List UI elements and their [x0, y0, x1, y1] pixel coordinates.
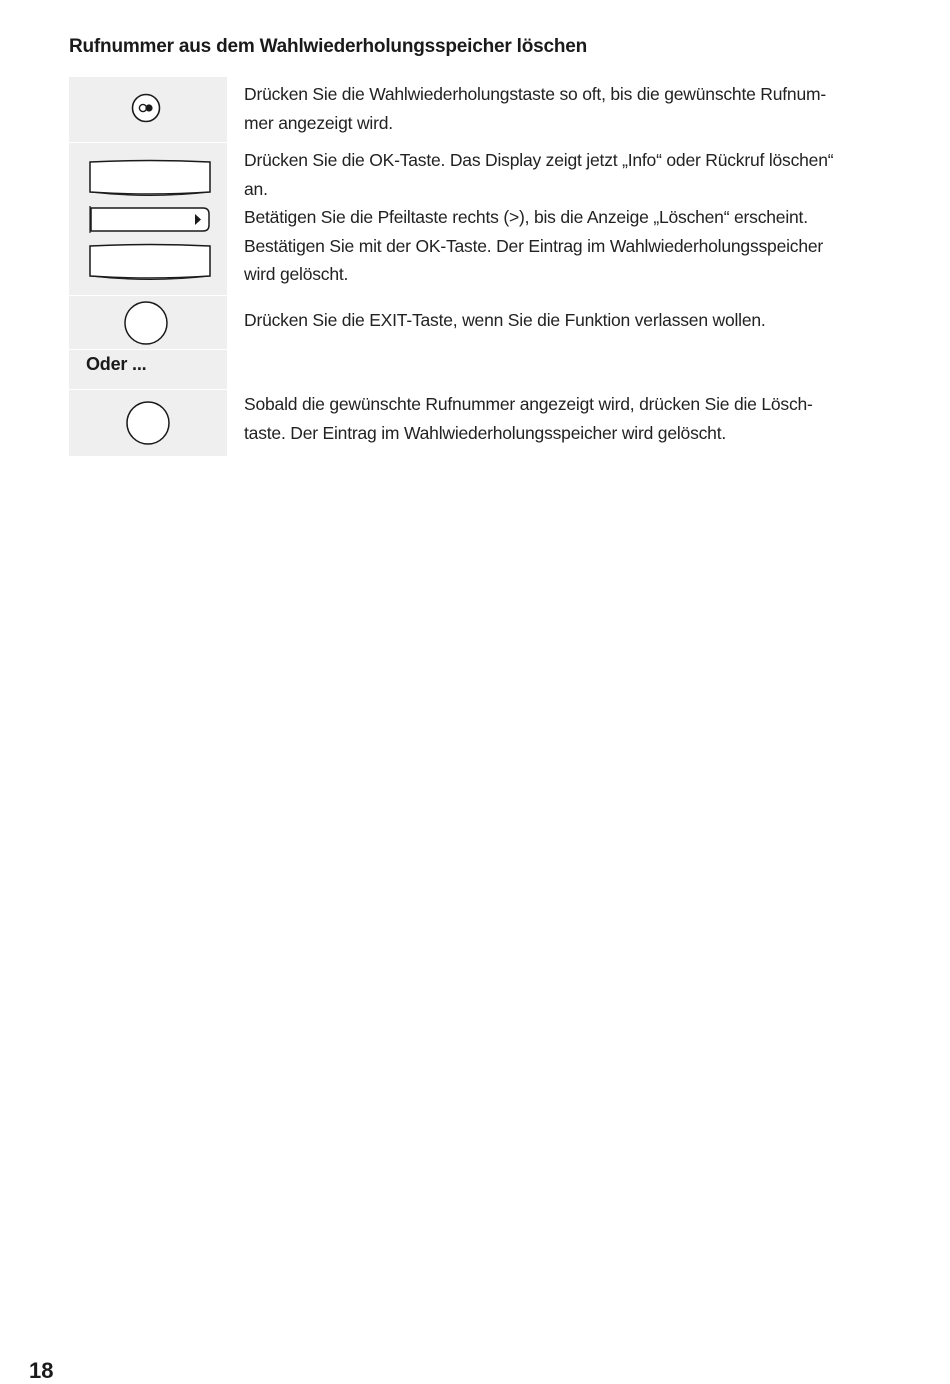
exit-key-icon: [123, 300, 169, 346]
row-divider: [69, 349, 227, 350]
step-2-text: Drücken Sie die OK-Taste. Das Display zeigt jetzt „Info“ oder Rückruf löschen“ an. Betätigen Sie die Pfeiltaste rechts (>), bis die Anzeige „Löschen“ erscheint. Bestätigen Sie mit der OK-Taste. Der Eintrag im Wahlwiederholungsspeicher wird gelöscht.: [244, 150, 834, 284]
softkey-ok-icon: [89, 158, 211, 200]
redial-key-icon: [131, 93, 161, 123]
section-title: Rufnummer aus dem Wahlwiederholungsspeicher löschen: [69, 36, 588, 57]
row-divider: [69, 142, 227, 143]
row-divider: [69, 295, 227, 296]
page-number: 18: [29, 1358, 54, 1383]
step-4-text: Sobald die gewünschte Rufnummer angezeigt wird, drücken Sie die Lösch- taste. Der Eintrag im Wahlwiederholungsspeicher wird gelöscht.: [244, 394, 813, 443]
softkey-confirm-icon: [89, 242, 211, 286]
delete-key-icon: [125, 400, 171, 446]
step-1-text: Drücken Sie die Wahlwiederholungstaste so oft, bis die gewünschte Rufnum- mer angezeigt wird.: [244, 84, 827, 133]
arrow-right-softkey-icon: [89, 205, 211, 235]
step-3-text: Drücken Sie die EXIT-Taste, wenn Sie die Funktion verlassen wollen.: [244, 310, 766, 330]
oder-label: Oder ...: [86, 354, 147, 374]
row-divider: [69, 389, 227, 390]
